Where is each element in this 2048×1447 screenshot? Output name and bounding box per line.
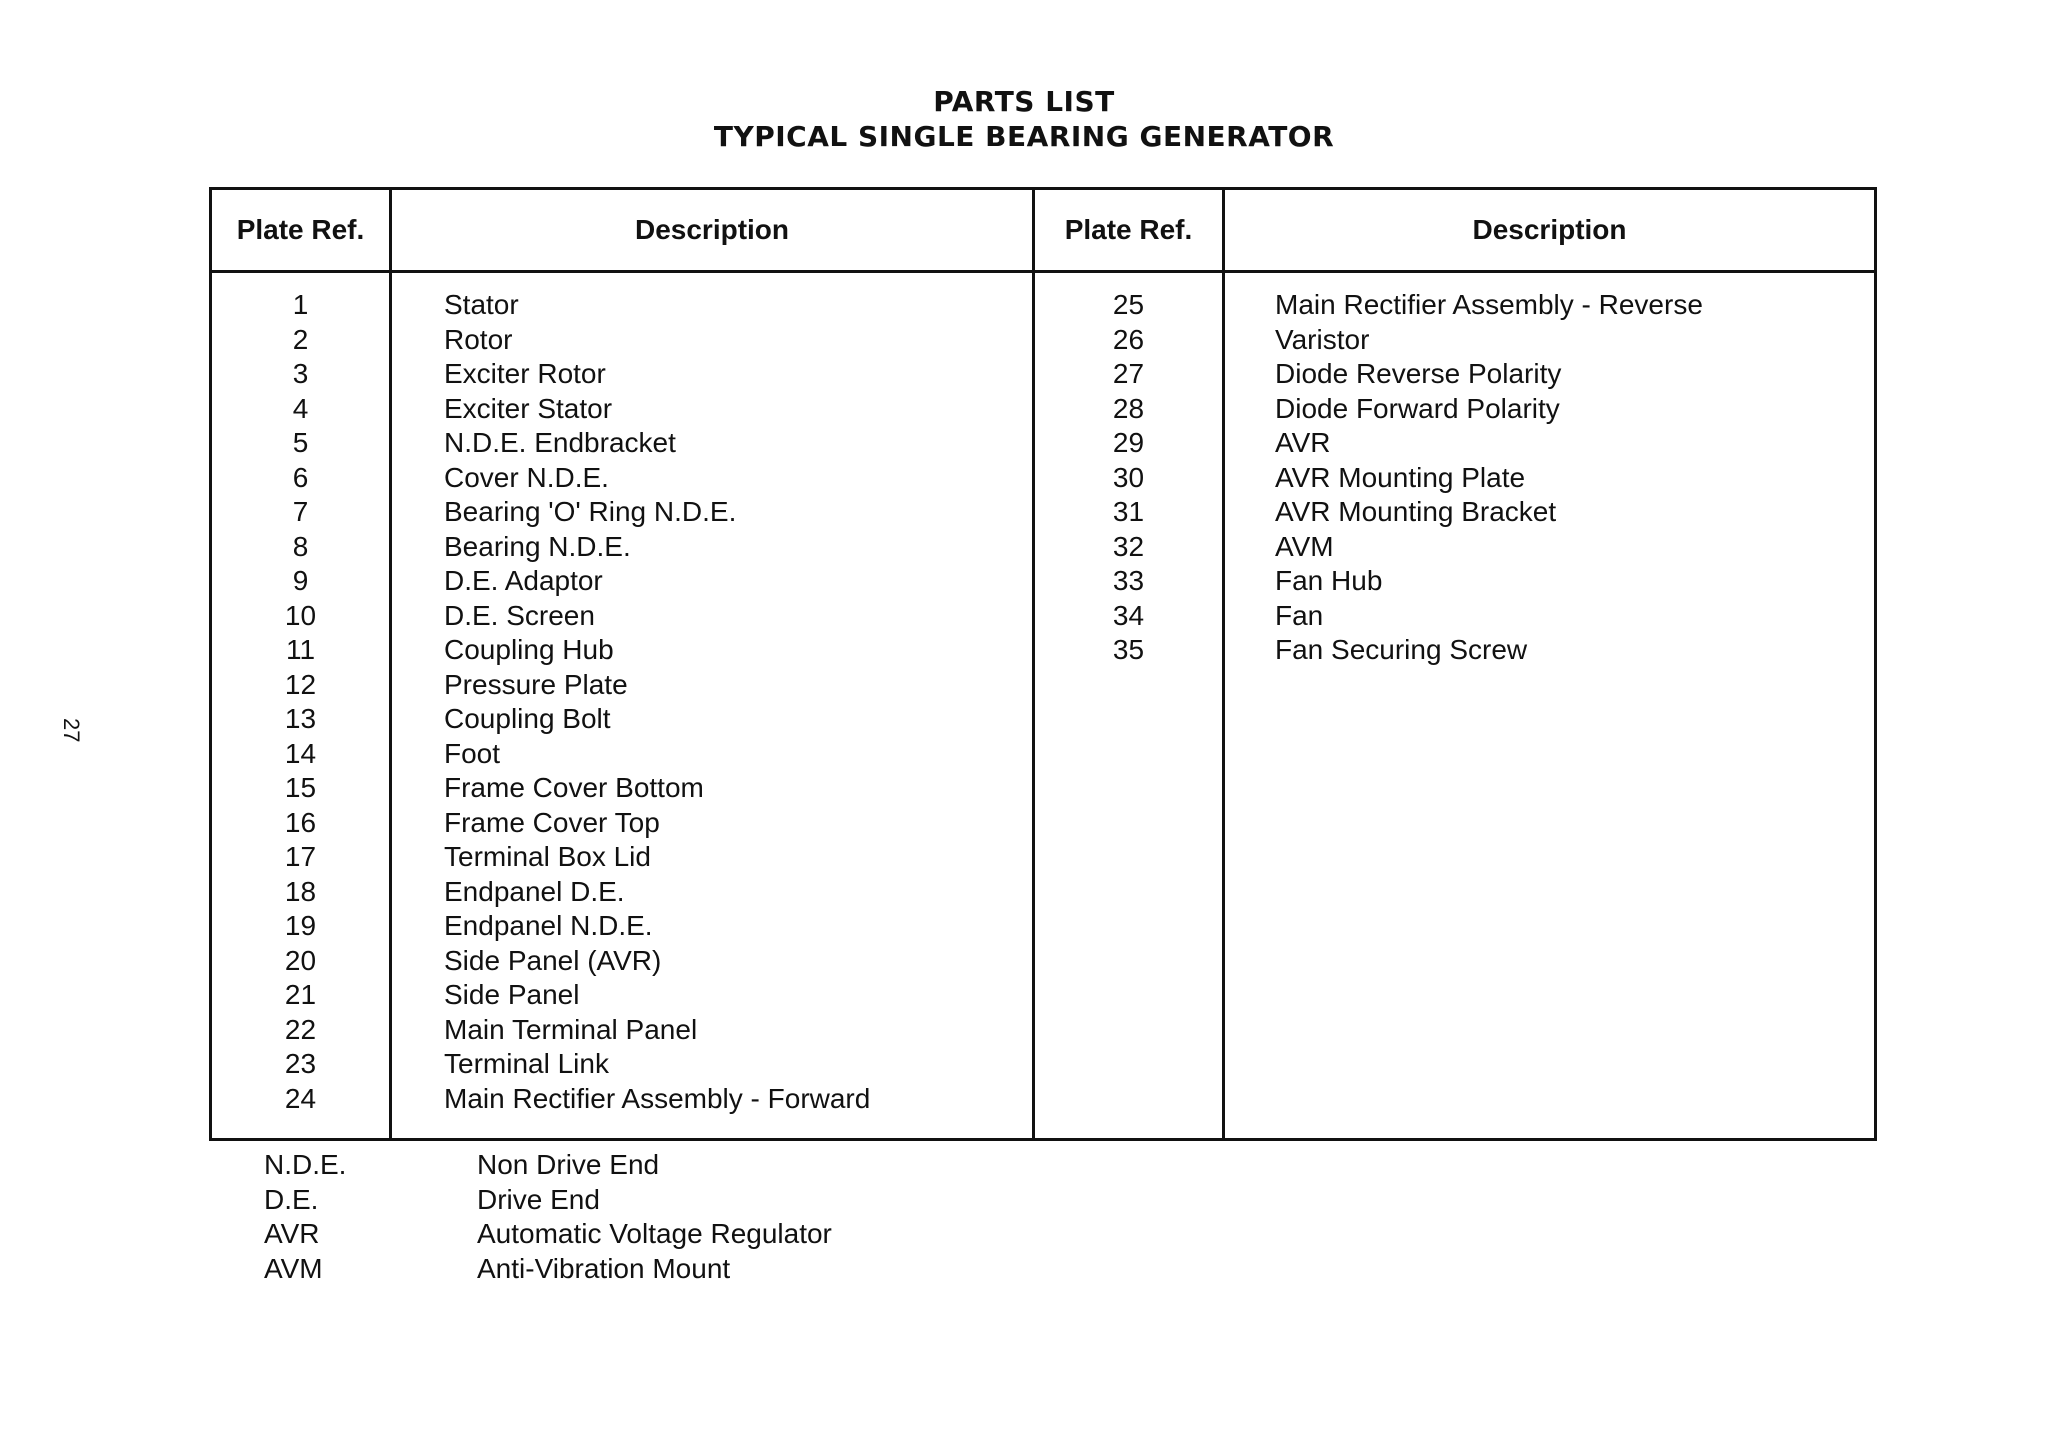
plate-ref-cell: 3: [292, 358, 309, 389]
header-description-right: Description: [1472, 214, 1627, 245]
plate-ref-cell: 14: [284, 737, 317, 769]
description-cell: D.E. Adaptor: [444, 565, 603, 596]
abbreviation-row: [264, 1217, 832, 1252]
description-cell: Foot: [444, 737, 501, 769]
plate-ref-cell: 31: [1112, 496, 1145, 527]
plate-ref-cell: 24: [284, 1082, 317, 1114]
abbreviation-term: N.D.E.: [264, 1149, 347, 1180]
column-divider: [1222, 190, 1225, 1138]
description-cell: Bearing N.D.E.: [444, 530, 631, 562]
abbreviation-meaning: Drive End: [477, 1183, 600, 1215]
description-cell: Pressure Plate: [444, 668, 628, 700]
abbreviation-row: [264, 1148, 832, 1183]
abbreviation-row: [264, 1252, 832, 1287]
description-cell: Side Panel (AVR): [444, 944, 662, 976]
description-cell: AVR Mounting Bracket: [1275, 496, 1557, 527]
plate-ref-cell: 2: [292, 323, 309, 355]
description-cell: Frame Cover Bottom: [444, 772, 704, 803]
plate-ref-cell: 17: [284, 841, 317, 872]
plate-ref-cell: 35: [1112, 634, 1145, 665]
parts-table: [209, 187, 1877, 1141]
description-cell: Terminal Box Lid: [444, 841, 651, 872]
plate-ref-cell: 27: [1112, 358, 1145, 389]
plate-ref-cell: 34: [1112, 599, 1145, 631]
description-cell: Exciter Rotor: [444, 358, 606, 389]
description-cell: Main Rectifier Assembly - Reverse: [1275, 289, 1703, 320]
right-description-column: [1275, 288, 1870, 668]
description-cell: Coupling Bolt: [444, 703, 611, 734]
left-plate-ref-column: [212, 288, 389, 1116]
description-cell: Bearing 'O' Ring N.D.E.: [444, 496, 737, 527]
plate-ref-cell: 25: [1112, 289, 1145, 320]
plate-ref-cell: 32: [1112, 530, 1145, 562]
plate-ref-cell: 1: [292, 289, 309, 320]
description-cell: Fan Securing Screw: [1275, 634, 1528, 665]
description-cell: Terminal Link: [444, 1048, 609, 1079]
description-cell: Main Rectifier Assembly - Forward: [444, 1082, 871, 1114]
description-cell: Coupling Hub: [444, 634, 614, 665]
header-plate-ref-left: Plate Ref.: [236, 214, 365, 245]
description-cell: Exciter Stator: [444, 392, 613, 424]
plate-ref-cell: 13: [284, 703, 317, 734]
abbreviation-term: D.E.: [264, 1183, 319, 1215]
plate-ref-cell: 4: [292, 392, 309, 424]
description-cell: N.D.E. Endbracket: [444, 427, 676, 458]
description-cell: Rotor: [444, 323, 513, 355]
plate-ref-cell: 11: [285, 634, 316, 665]
plate-ref-cell: 7: [292, 496, 309, 527]
plate-ref-cell: 10: [284, 599, 317, 631]
description-cell: D.E. Screen: [444, 599, 595, 631]
description-cell: Diode Reverse Polarity: [1275, 358, 1562, 389]
abbreviation-meaning: Anti-Vibration Mount: [477, 1252, 731, 1284]
abbreviation-meaning: Automatic Voltage Regulator: [477, 1218, 832, 1249]
header-description-left: Description: [634, 214, 790, 245]
right-plate-ref-column: [1035, 288, 1222, 668]
plate-ref-cell: 21: [284, 979, 317, 1010]
description-cell: Side Panel: [444, 979, 580, 1010]
column-divider: [389, 190, 392, 1138]
plate-ref-cell: 28: [1112, 392, 1145, 424]
plate-ref-cell: 18: [284, 875, 317, 907]
description-cell: Diode Forward Polarity: [1275, 392, 1560, 424]
abbreviation-meaning: Non Drive End: [477, 1149, 660, 1180]
abbreviation-term: AVR: [264, 1218, 320, 1249]
plate-ref-cell: 19: [284, 910, 317, 941]
plate-ref-cell: 6: [292, 461, 309, 493]
page-title: PARTS LIST: [933, 85, 1115, 118]
plate-ref-cell: 33: [1112, 565, 1145, 596]
abbreviations-list: [264, 1148, 832, 1286]
plate-ref-cell: 23: [284, 1048, 317, 1079]
description-cell: Fan: [1275, 599, 1324, 631]
description-cell: Frame Cover Top: [444, 806, 660, 838]
plate-ref-cell: 16: [284, 806, 317, 838]
description-cell: Stator: [444, 289, 519, 320]
plate-ref-cell: 26: [1112, 323, 1145, 355]
description-cell: Endpanel N.D.E.: [444, 910, 653, 941]
description-cell: Fan Hub: [1275, 565, 1383, 596]
description-cell: Varistor: [1275, 323, 1370, 355]
page-subtitle: TYPICAL SINGLE BEARING GENERATOR: [713, 120, 1335, 153]
description-cell: AVM: [1275, 530, 1334, 562]
description-cell: Main Terminal Panel: [444, 1013, 698, 1045]
abbreviation-term: AVM: [264, 1252, 323, 1284]
plate-ref-cell: 9: [292, 565, 309, 596]
left-description-column: [444, 288, 1024, 1116]
description-cell: Endpanel D.E.: [444, 875, 625, 907]
plate-ref-cell: 5: [292, 427, 309, 458]
plate-ref-cell: 20: [284, 944, 317, 976]
description-cell: AVR Mounting Plate: [1275, 461, 1526, 493]
plate-ref-cell: 30: [1112, 461, 1145, 493]
header-divider: [212, 270, 1874, 273]
description-cell: AVR: [1275, 427, 1331, 458]
page-number: 27: [59, 718, 84, 743]
plate-ref-cell: 15: [284, 772, 317, 803]
description-cell: Cover N.D.E.: [444, 461, 609, 493]
plate-ref-cell: 29: [1112, 427, 1145, 458]
header-plate-ref-right: Plate Ref.: [1064, 214, 1193, 245]
abbreviation-row: [264, 1183, 832, 1218]
plate-ref-cell: 22: [284, 1013, 317, 1045]
plate-ref-cell: 12: [284, 668, 317, 700]
plate-ref-cell: 8: [292, 530, 309, 562]
